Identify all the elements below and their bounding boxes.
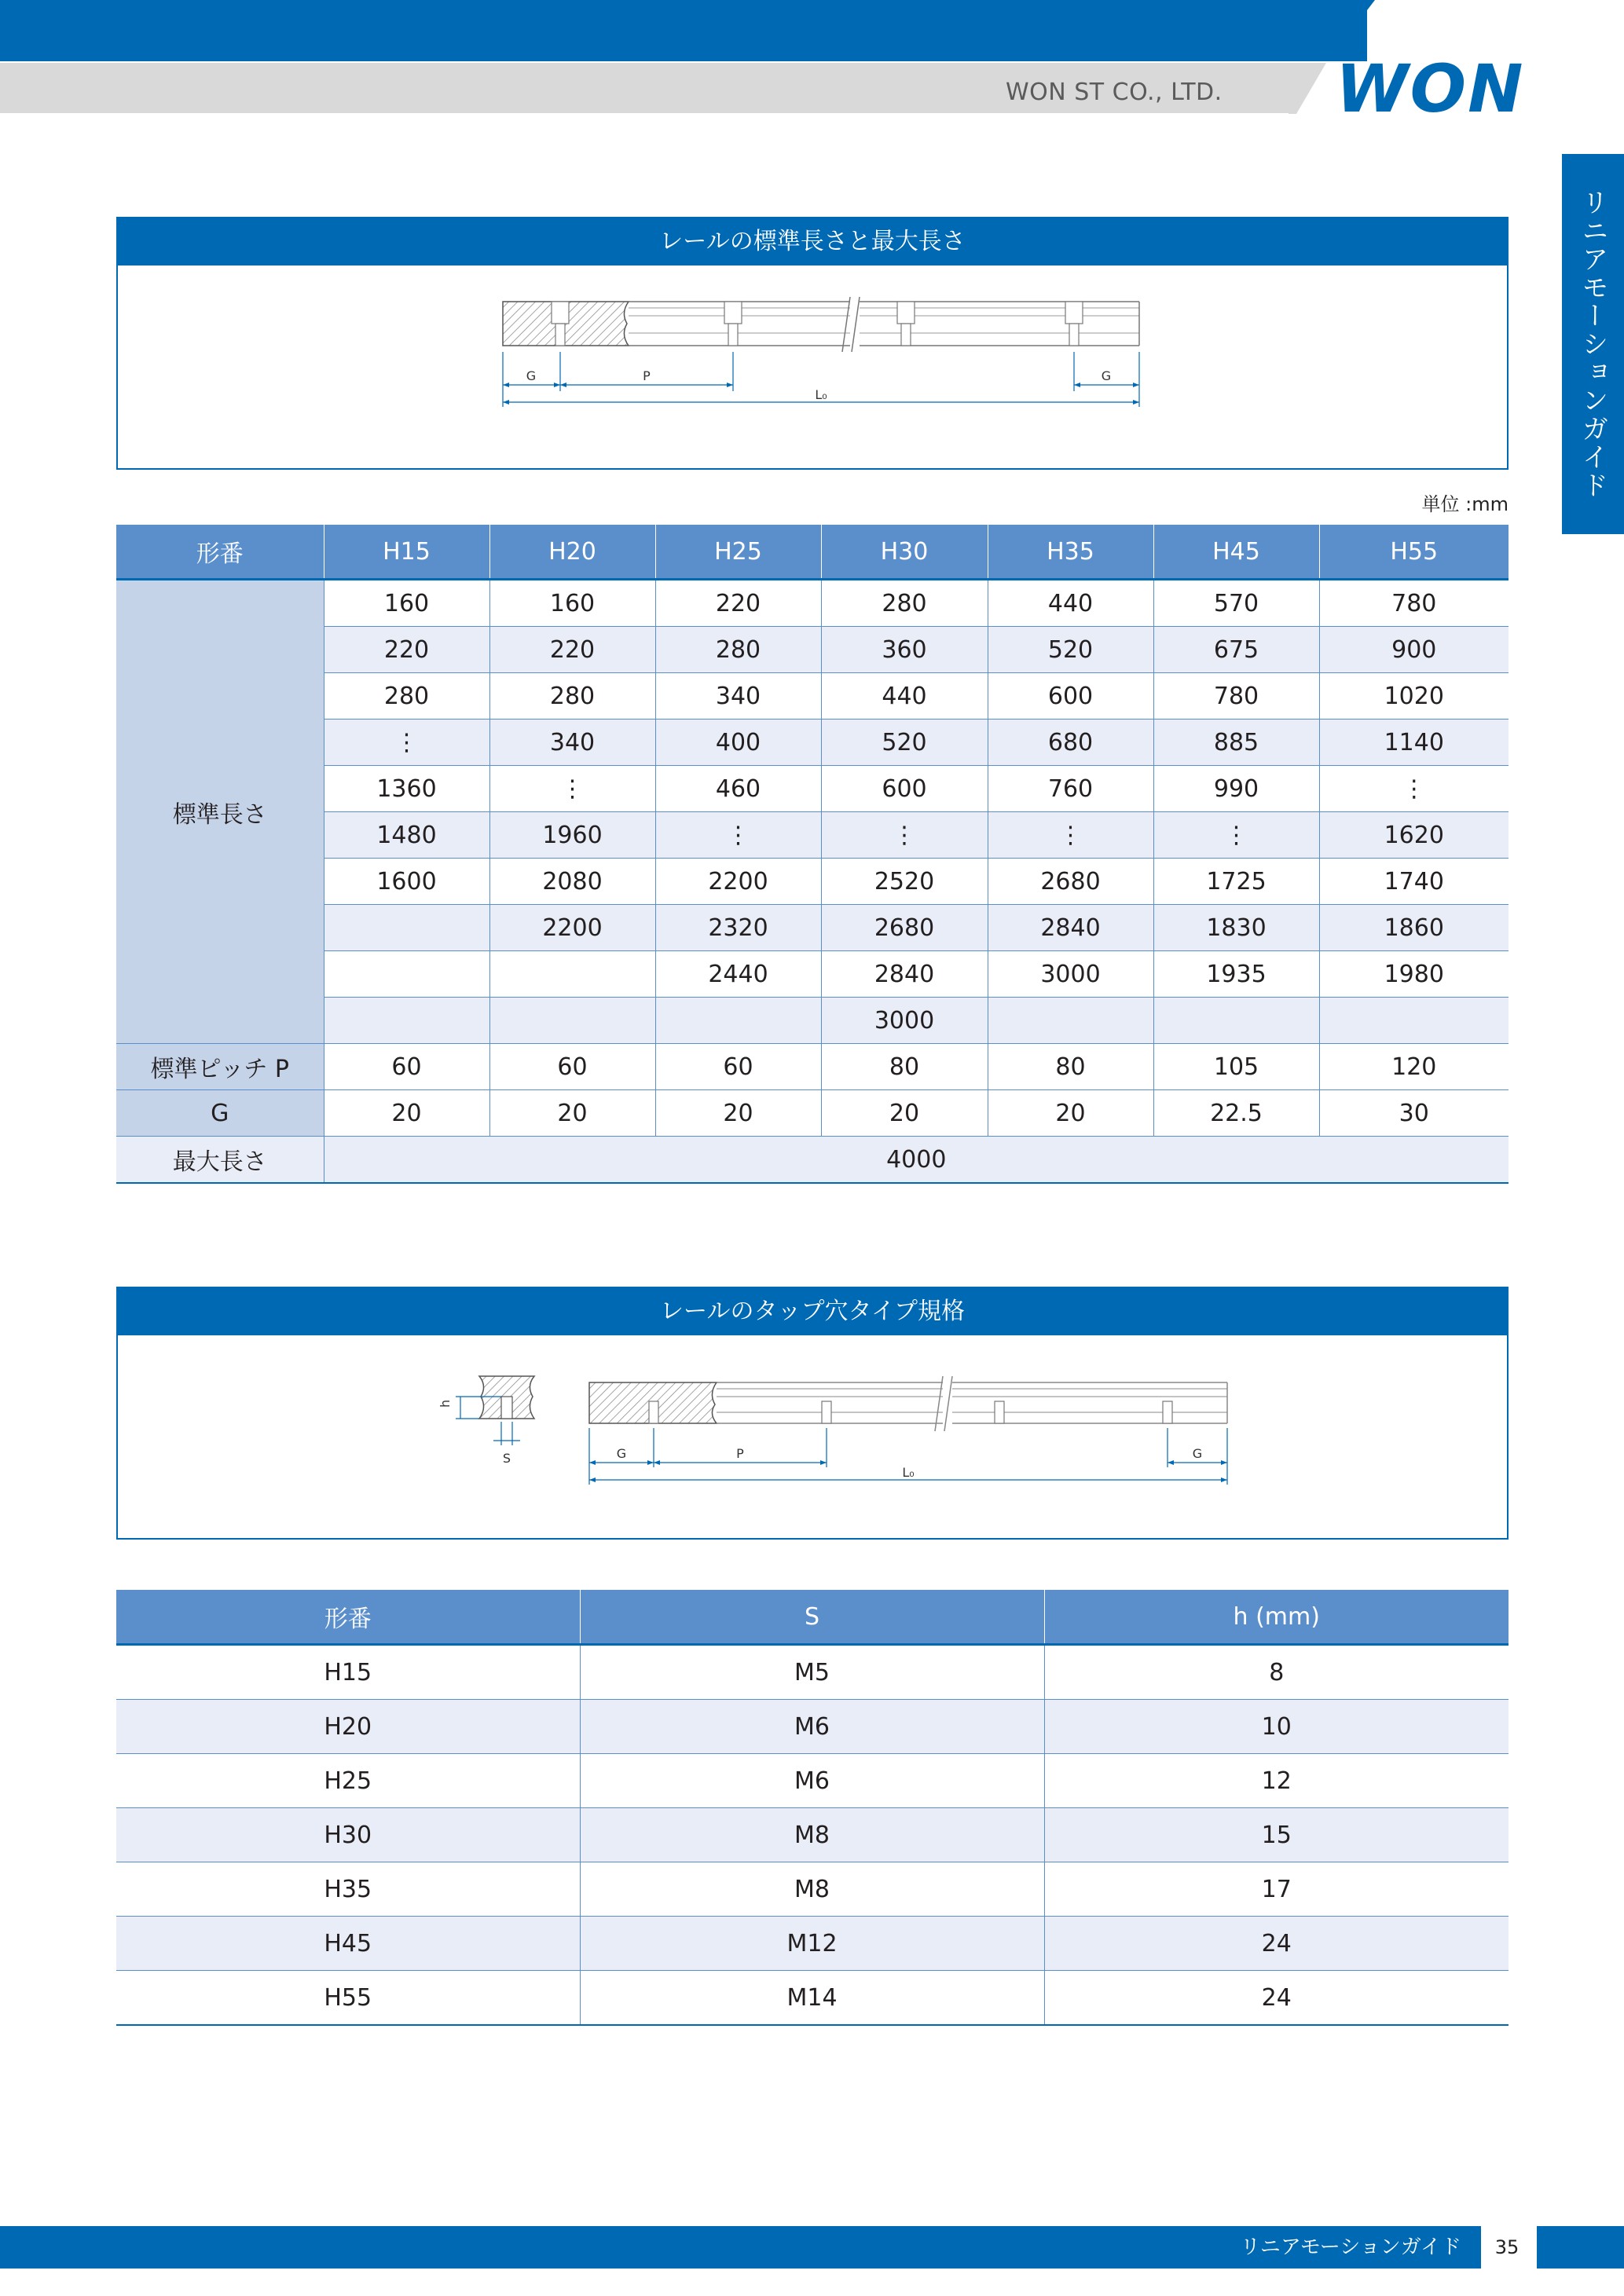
table-cell: 990 [1153, 766, 1319, 812]
table-cell: 570 [1153, 580, 1319, 627]
table-cell: 340 [489, 720, 655, 766]
table-cell: 80 [821, 1044, 988, 1090]
table-cell: 1620 [1319, 812, 1509, 859]
dim-l0: L₀ [902, 1465, 915, 1480]
table-row [116, 673, 1509, 720]
table-row [116, 1645, 1509, 1700]
table-cell: ⋮ [1153, 812, 1319, 859]
table-header-row [116, 1590, 1509, 1645]
table-cell: 220 [324, 627, 489, 673]
std-length-label: 標準長さ [116, 580, 324, 1044]
table-cell: 2200 [655, 859, 821, 905]
figure-title: レールの標準長さと最大長さ [118, 218, 1507, 265]
table-cell: 24 [1044, 1917, 1509, 1971]
max-length-row [116, 1137, 1509, 1184]
footer-right-band [1537, 2226, 1624, 2269]
table-cell: 1480 [324, 812, 489, 859]
dim-g-left: G [526, 368, 537, 383]
table-cell: 60 [324, 1044, 489, 1090]
table-cell: 2680 [821, 905, 988, 951]
table-cell: 1020 [1319, 673, 1509, 720]
table-row [116, 1917, 1509, 1971]
table-cell: 2200 [489, 905, 655, 951]
table-cell: 440 [821, 673, 988, 720]
table-cell: 1860 [1319, 905, 1509, 951]
side-tab-label: リニアモーションガイド [1577, 189, 1608, 500]
pitch-row [116, 1044, 1509, 1090]
header-h25: H25 [655, 525, 821, 580]
table-cell: H15 [116, 1645, 580, 1700]
table-row [116, 1862, 1509, 1917]
figure-title: レールのタップ穴タイプ規格 [118, 1288, 1507, 1335]
table-cell: ⋮ [821, 812, 988, 859]
table-cell: 20 [655, 1090, 821, 1137]
company-name: WON ST CO., LTD. [1006, 79, 1223, 106]
table-cell: 780 [1319, 580, 1509, 627]
pitch-label: 標準ピッチ P [116, 1044, 324, 1090]
unit-label: 単位 :mm [1421, 493, 1509, 515]
header-h45: H45 [1153, 525, 1319, 580]
table-cell: 440 [988, 580, 1153, 627]
table-cell: 80 [988, 1044, 1153, 1090]
table-cell [324, 951, 489, 998]
table-cell: 1960 [489, 812, 655, 859]
table-cell: 20 [821, 1090, 988, 1137]
dim-p: P [643, 368, 651, 383]
table-cell: 15 [1044, 1808, 1509, 1862]
table-header-row [116, 525, 1509, 580]
table-cell: 520 [821, 720, 988, 766]
dim-p: P [736, 1446, 744, 1461]
dim-g-left: G [616, 1446, 627, 1461]
table-cell: 2840 [821, 951, 988, 998]
header-h55: H55 [1319, 525, 1509, 580]
table-cell: 2840 [988, 905, 1153, 951]
table-row [116, 627, 1509, 673]
table-cell: 20 [988, 1090, 1153, 1137]
side-category-tab[interactable] [1562, 154, 1624, 534]
table-cell [655, 998, 821, 1044]
table-cell: ⋮ [489, 766, 655, 812]
table-cell: 780 [1153, 673, 1319, 720]
table-cell: 2080 [489, 859, 655, 905]
table-cell: M8 [580, 1808, 1044, 1862]
table-cell: 675 [1153, 627, 1319, 673]
dim-s: S [502, 1451, 511, 1466]
dim-l0: L₀ [815, 387, 827, 402]
table-cell: 400 [655, 720, 821, 766]
table-cell: 460 [655, 766, 821, 812]
table-cell: ⋮ [655, 812, 821, 859]
table-cell: 220 [655, 580, 821, 627]
table-cell: 280 [489, 673, 655, 720]
table-cell: 1140 [1319, 720, 1509, 766]
table-cell: H35 [116, 1862, 580, 1917]
table-cell: 17 [1044, 1862, 1509, 1917]
table-cell [489, 998, 655, 1044]
rail-length-figure [116, 217, 1509, 470]
max-length-value: 4000 [324, 1137, 1509, 1184]
footer-section-label: リニアモーションガイド [1240, 2236, 1461, 2259]
table-cell: 220 [489, 627, 655, 673]
table-cell: 1980 [1319, 951, 1509, 998]
table-cell: 3000 [988, 951, 1153, 998]
table-cell: 10 [1044, 1700, 1509, 1754]
table-cell: 680 [988, 720, 1153, 766]
table-cell: 600 [988, 673, 1153, 720]
table-cell: 885 [1153, 720, 1319, 766]
table-row [116, 720, 1509, 766]
table-cell: 1600 [324, 859, 489, 905]
header-h30: H30 [821, 525, 988, 580]
table-cell: M5 [580, 1645, 1044, 1700]
tapped-rail-figure [116, 1287, 1509, 1540]
table-row [116, 859, 1509, 905]
header-blue-band [0, 0, 1367, 61]
table-cell: 2520 [821, 859, 988, 905]
table-cell: ⋮ [324, 720, 489, 766]
table-cell: 60 [655, 1044, 821, 1090]
tap-spec-table [116, 1590, 1509, 2026]
table-cell: 1360 [324, 766, 489, 812]
table-cell: 1740 [1319, 859, 1509, 905]
header-h: h (mm) [1044, 1590, 1509, 1645]
table-cell: 280 [821, 580, 988, 627]
table-row [116, 1700, 1509, 1754]
table-cell: 340 [655, 673, 821, 720]
table-cell: M8 [580, 1862, 1044, 1917]
table-cell: H55 [116, 1971, 580, 2026]
table-cell: M12 [580, 1917, 1044, 1971]
header-h35: H35 [988, 525, 1153, 580]
table-cell: 22.5 [1153, 1090, 1319, 1137]
max-length-label: 最大長さ [116, 1137, 324, 1184]
table-cell: 3000 [821, 998, 988, 1044]
table-cell [489, 951, 655, 998]
table-cell: 600 [821, 766, 988, 812]
g-row [116, 1090, 1509, 1137]
header-h20: H20 [489, 525, 655, 580]
table-row [116, 1971, 1509, 2026]
header-model: 形番 [116, 1590, 580, 1645]
table-cell [1319, 998, 1509, 1044]
table-cell: 8 [1044, 1645, 1509, 1700]
table-row [116, 766, 1509, 812]
table-cell: ⋮ [988, 812, 1153, 859]
table-cell: H45 [116, 1917, 580, 1971]
table-cell: 1935 [1153, 951, 1319, 998]
rail-length-diagram [118, 265, 1507, 468]
table-cell: 1830 [1153, 905, 1319, 951]
table-cell: H25 [116, 1754, 580, 1808]
dim-g-right: G [1101, 368, 1112, 383]
table-row [116, 951, 1509, 998]
table-cell: 760 [988, 766, 1153, 812]
table-cell: 120 [1319, 1044, 1509, 1090]
table-cell: 1725 [1153, 859, 1319, 905]
table-cell: 160 [489, 580, 655, 627]
table-cell: 2440 [655, 951, 821, 998]
table-cell: H30 [116, 1808, 580, 1862]
rail-length-table [116, 525, 1509, 1184]
table-row [116, 1808, 1509, 1862]
tapped-rail-diagram [118, 1335, 1507, 1538]
table-row [116, 1754, 1509, 1808]
table-cell: 360 [821, 627, 988, 673]
table-cell: 280 [324, 673, 489, 720]
page-number: 35 [1494, 2236, 1520, 2258]
table-cell: 160 [324, 580, 489, 627]
table-cell [324, 998, 489, 1044]
header-s: S [580, 1590, 1044, 1645]
table-row [116, 580, 1509, 627]
table-cell [988, 998, 1153, 1044]
table-cell: H20 [116, 1700, 580, 1754]
table-cell: 280 [655, 627, 821, 673]
dim-h: h [438, 1399, 453, 1408]
dim-g-right: G [1192, 1446, 1203, 1461]
table-row [116, 905, 1509, 951]
table-cell: ⋮ [1319, 766, 1509, 812]
table-cell: 520 [988, 627, 1153, 673]
table-row [116, 998, 1509, 1044]
table-cell: 12 [1044, 1754, 1509, 1808]
table-cell: 30 [1319, 1090, 1509, 1137]
table-cell: 20 [324, 1090, 489, 1137]
won-logo: WON [1336, 50, 1525, 127]
table-cell: 900 [1319, 627, 1509, 673]
table-cell: 20 [489, 1090, 655, 1137]
table-row [116, 812, 1509, 859]
table-cell: 2680 [988, 859, 1153, 905]
table-cell: 2320 [655, 905, 821, 951]
table-cell: M6 [580, 1700, 1044, 1754]
table-cell: 60 [489, 1044, 655, 1090]
table-cell [1153, 998, 1319, 1044]
header-model: 形番 [116, 525, 324, 580]
g-label: G [116, 1090, 324, 1137]
table-cell [324, 905, 489, 951]
table-cell: M6 [580, 1754, 1044, 1808]
table-cell: 105 [1153, 1044, 1319, 1090]
header-h15: H15 [324, 525, 489, 580]
table-cell: M14 [580, 1971, 1044, 2026]
table-cell: 24 [1044, 1971, 1509, 2026]
